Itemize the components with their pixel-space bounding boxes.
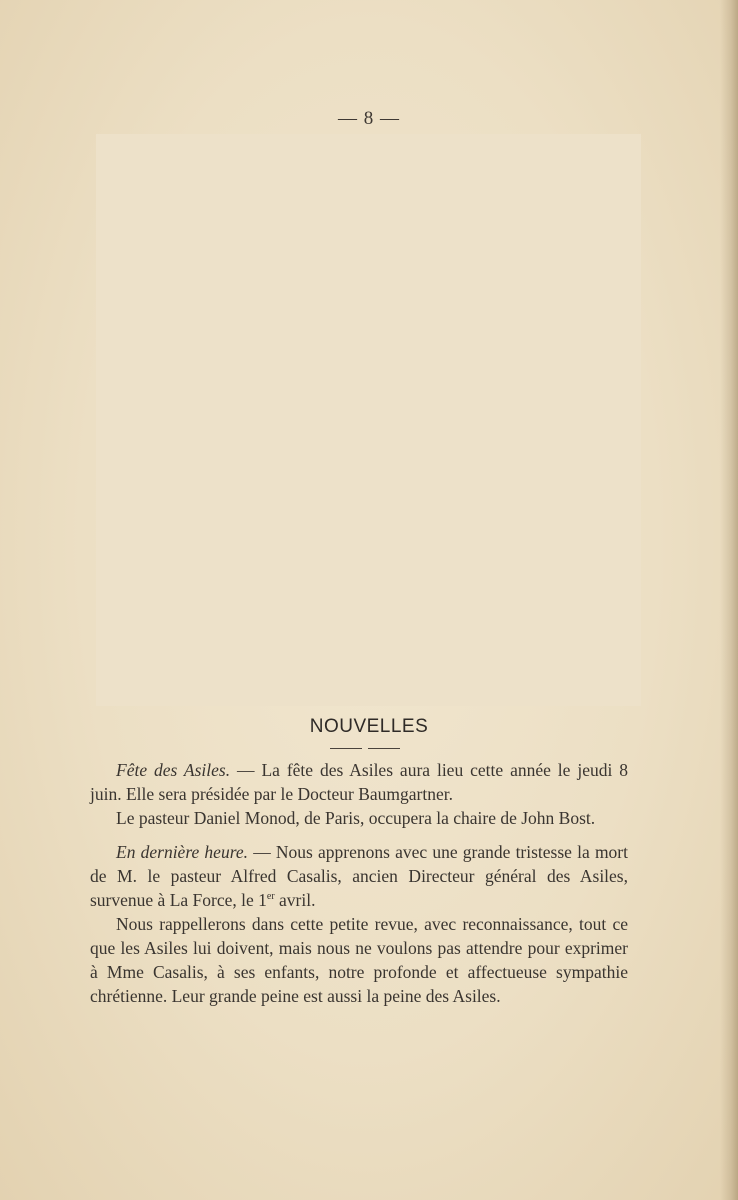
ordinal-superscript: er (266, 891, 275, 903)
page-number: — 8 — (338, 108, 400, 129)
paragraph-reconnaissance: Nous rappellerons dans cette petite revue, avec reconnaissance, tout ce que les Asiles lui doivent, mais nous ne voulons pas attendre pour exprimer à Mme Casalis, à ses enfants, notre profonde et affectueuse sympathie chrétienne. Leur grande peine est aussi la peine des Asiles. (90, 914, 628, 1006)
paragraph-pasteur: Le pasteur Daniel Monod, de Paris, occupera la chaire de John Bost. (116, 808, 596, 828)
paragraph-derniere-heure (90, 840, 628, 912)
paragraph-fete (90, 758, 628, 806)
title-rule-right (368, 748, 400, 749)
title-rule-left (330, 748, 362, 749)
section-title: NOUVELLES (309, 716, 429, 737)
paragraph-text-fete: — La fête des Asiles aura lieu cette année le jeudi 8 juin. Elle sera présidée par le Docteur Baumgartner. (90, 760, 628, 804)
paragraph-text-derniere-heure-a: — Nous apprenons avec une grande tristesse la mort de M. le pasteur Alfred Casalis, ancien Directeur général des Asiles, survenue à La Force, le 1 (90, 842, 628, 910)
article-body (90, 758, 628, 1008)
blank-image-area (96, 134, 641, 706)
paragraph-lead-fete: Fête des Asiles. (116, 760, 231, 780)
page-edge-shadow (720, 0, 738, 1200)
paragraph-text-derniere-heure-b: avril. (274, 890, 316, 910)
paragraph-lead-derniere-heure: En dernière heure. (116, 842, 249, 862)
